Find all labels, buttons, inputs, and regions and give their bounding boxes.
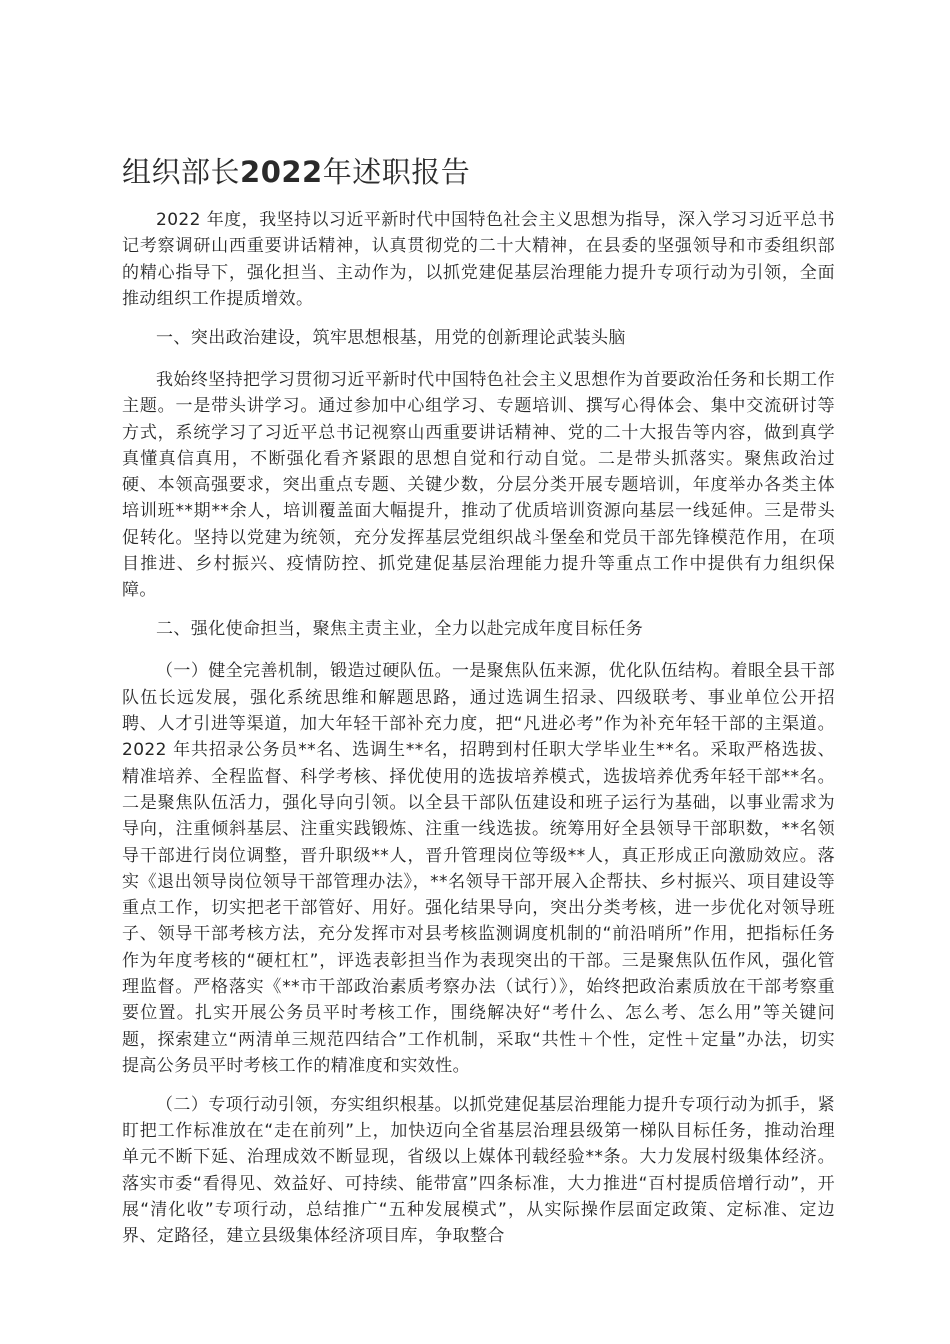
section-1-paragraph: 我始终坚持把学习贯彻习近平新时代中国特色社会主义思想作为首要政治任务和长期工作主题。一是带头讲学习。通过参加中心组学习、专题培训、撰写心得体会、集中交流研讨等方式，系统学习了习近平总书记视察山西重要讲话精神、党的二十大报告等内容，做到真学真懂真信真用，不断强化看齐紧跟的思想自觉和行动自觉。二是带头抓落实。聚焦政治过硬、本领高强要求，突出重点专题、关键少数，分层分类开展专题培训，年度举办各类主体培训班**期**余人，培训覆盖面大幅提升，推动了优质培训资源向基层一线延伸。三是带头促转化。坚持以党建为统领，充分发挥基层党组织战斗堡垒和党员干部先锋模范作用，在项目推进、乡村振兴、疫情防控、抓党建促基层治理能力提升等重点工作中提供有力组织保障。 bbox=[122, 369, 835, 601]
intro-paragraph: 2022 年度，我坚持以习近平新时代中国特色社会主义思想为指导，深入学习习近平总书记考察调研山西重要讲话精神，认真贯彻党的二十大精神，在县委的坚强领导和市委组织部的精心指导下，强化担当、主动作为，以抓党建促基层治理能力提升专项行动为引领，全面推动组织工作提质增效。 bbox=[122, 210, 835, 309]
section-heading-2: 二、强化使命担当，聚焦主责主业，全力以赴完成年度目标任务 bbox=[156, 619, 644, 640]
subsection-2-paragraph: （二）专项行动引领，夯实组织根基。以抓党建促基层治理能力提升专项行动为抓手，紧盯把工作标准放在“走在前列”上，加快迈向全省基层治理县级第一梯队目标任务，推动治理单元不断下延、治理成效不断显现，省级以上媒体刊载经验**条。大力发展村级集体经济。落实市委“看得见、效益好、可持续、能带富”四条标准，大力推进“百村提质倍增行动”，开展“清化收”专项行动，总结推广“五种发展模式”，从实际操作层面定政策、定标准、定边界、定路径，建立县级集体经济项目库，争取整合 bbox=[122, 1094, 835, 1247]
title-year: 2022 bbox=[240, 155, 323, 189]
subsection-1-paragraph: （一）健全完善机制，锻造过硬队伍。一是聚焦队伍来源，优化队伍结构。着眼全县干部队伍长远发展，强化系统思维和解题思路，通过选调生招录、四级联考、事业单位公开招聘、人才引进等渠道，加大年轻干部补充力度，把“凡进必考”作为补充年轻干部的主渠道。2022 年共招录公务员**名、选调生**名，招聘到村任职大学毕业生**名。采取严格选拔、精准培养、全程监督、科学考核、择优使用的选拔培养模式，选拔培养优秀年轻干部**名。二是聚焦队伍活力，强化导向引领。以全县干部队伍建设和班子运行为基础，以事业需求为导向，注重倾斜基层、注重实践锻炼、注重一线选拔。统筹用好全县领导干部职数，**名领导干部进行岗位调整，晋升职级**人，晋升管理岗位等级**人，真正形成正向激励效应。落实《退出领导岗位领导干部管理办法》，**名领导干部开展入企帮扶、乡村振兴、项目建设等重点工作，切实把老干部管好、用好。强化结果导向，突出分类考核，进一步优化对领导班子、领导干部考核方法，充分发挥市对县考核监测调度机制的“前沿哨所”作用，把指标任务作为年度考核的“硬杠杠”，评选表彰担当作为表现突出的干部。三是聚焦队伍作风，强化管理监督。严格落实《**市干部政治素质考察办法（试行）》，始终把政治素质放在干部考察重要位置。扎实开展公务员平时考核工作，围绕解决好“考什么、怎么考、怎么用”等关键问题，探索建立“两清单三规范四结合”工作机制，采取“共性＋个性，定性＋定量”办法，切实提高公务员平时考核工作的精准度和实效性。 bbox=[122, 661, 835, 1076]
document-body bbox=[122, 207, 835, 1262]
title-suffix: 年述职报告 bbox=[322, 155, 471, 189]
document-title bbox=[122, 152, 842, 192]
title-prefix: 组织部长 bbox=[122, 155, 241, 189]
section-heading-1: 一、突出政治建设，筑牢思想根基，用党的创新理论武装头脑 bbox=[156, 327, 626, 348]
